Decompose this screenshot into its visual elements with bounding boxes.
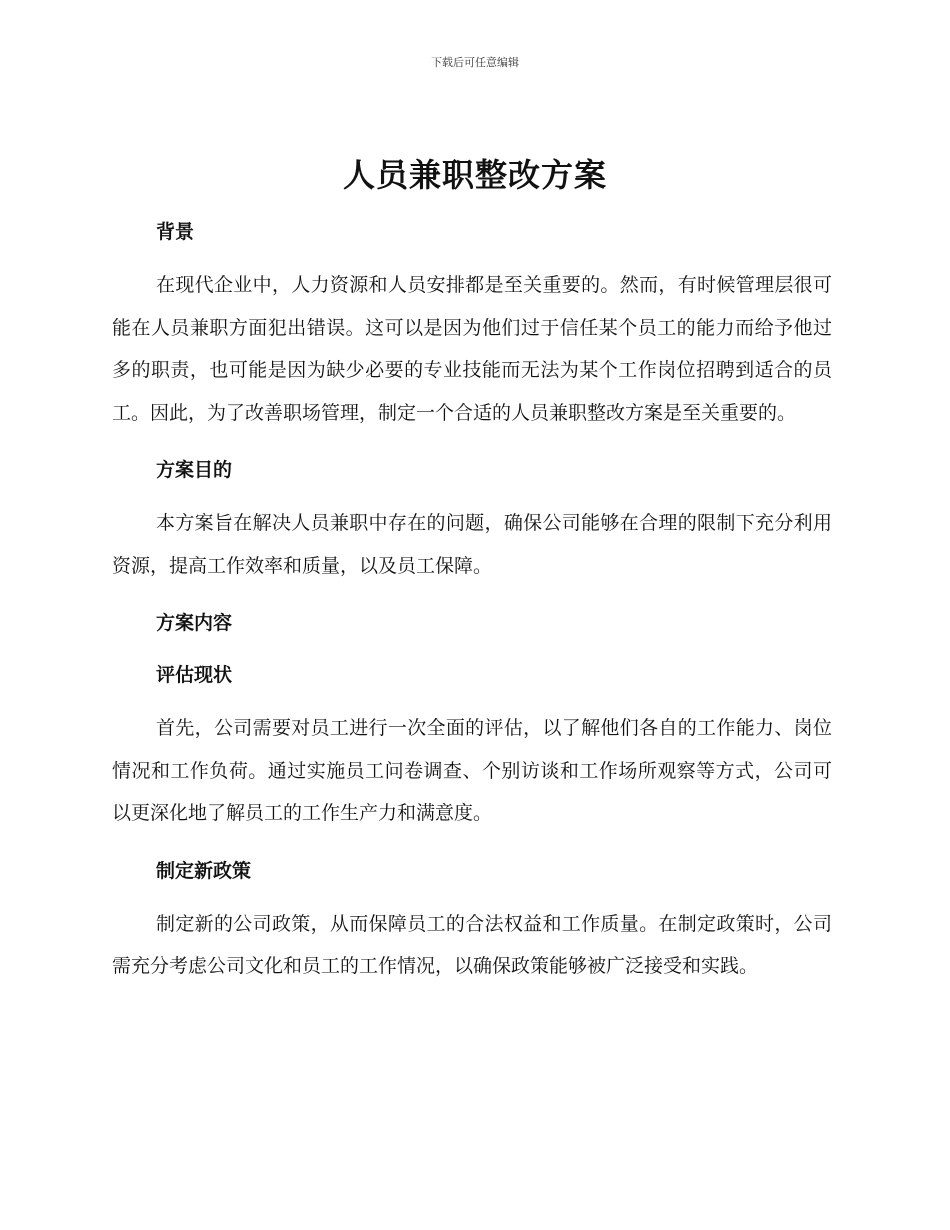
section-heading-background: 背景 <box>156 221 195 243</box>
document-title: 人员兼职整改方案 <box>342 156 607 194</box>
section-paragraph-background: 在现代企业中，人力资源和人员安排都是至关重要的。然而，有时候管理层很可能在人员兼职方面犯出错误。这可以是因为他们过于信任某个员工的能力而给予他过多的职责，也可能是因为缺少必要的专业技能而无法为某个工作岗位招聘到适合的员工。因此，为了改善职场管理，制定一个合适的人员兼职整改方案是至关重要的。 <box>112 274 832 424</box>
section-paragraph-new-policy: 制定新的公司政策，从而保障员工的合法权益和工作质量。在制定政策时，公司需充分考虑公司文化和员工的工作情况，以确保政策能够被广泛接受和实践。 <box>112 912 832 977</box>
section-heading-purpose: 方案目的 <box>156 459 233 481</box>
section-heading-assessment: 评估现状 <box>156 664 233 686</box>
section-paragraph-assessment: 首先，公司需要对员工进行一次全面的评估，以了解他们各自的工作能力、岗位情况和工作负荷。通过实施员工问卷调查、个别访谈和工作场所观察等方式，公司可以更深化地了解员工的工作生产力和满意度。 <box>112 717 832 824</box>
section-heading-new-policy: 制定新政策 <box>156 859 252 882</box>
document-body <box>112 200 832 988</box>
section-heading-content: 方案内容 <box>156 612 233 634</box>
header-note: 下载后可任意编辑 <box>431 56 519 69</box>
section-paragraph-purpose: 本方案旨在解决人员兼职中存在的问题，确保公司能够在合理的限制下充分利用资源，提高工作效率和质量，以及员工保障。 <box>112 512 832 577</box>
